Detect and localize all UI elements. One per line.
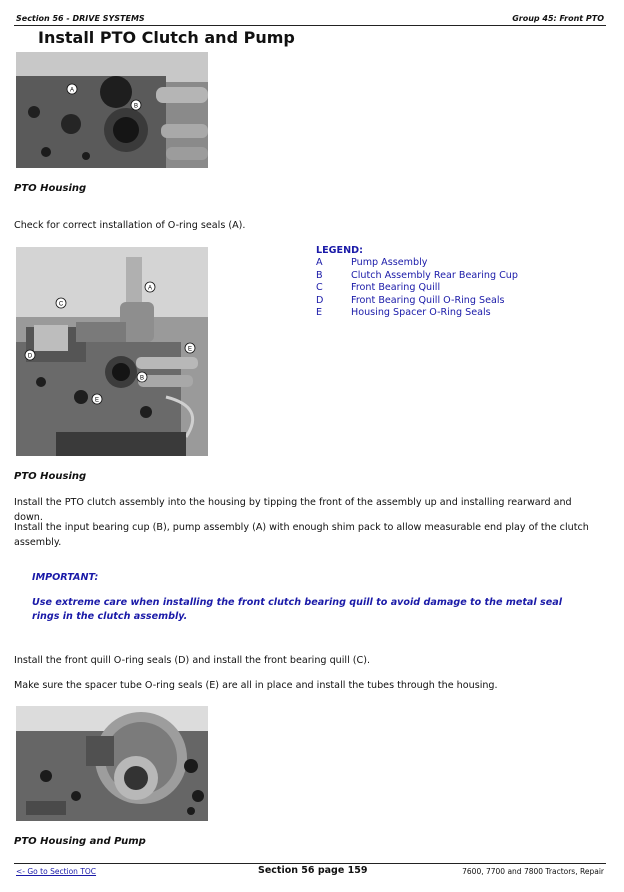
legend-item: D Front Bearing Quill O-Ring Seals <box>316 294 505 306</box>
footer-divider <box>14 863 606 864</box>
page-number: Section 56 page 159 <box>258 865 368 876</box>
legend <box>316 245 518 319</box>
header-divider <box>14 25 606 26</box>
page-title: Install PTO Clutch and Pump <box>38 28 295 47</box>
figure-1-callout-a: A <box>69 87 75 94</box>
section-toc-link[interactable]: <- Go to Section TOC <box>16 867 97 876</box>
header-group: Group 45: Front PTO <box>512 14 604 23</box>
legend-item: E Housing Spacer O-Ring Seals <box>316 307 491 319</box>
figure-2-callout-b: B <box>139 375 145 382</box>
figure-2-callout-a: A <box>147 285 153 292</box>
paragraph-install-bearing-cup: Install the input bearing cup (B), pump assembly (A) with enough shim pack to allow measurable end play of the clutch assembly. <box>14 522 589 548</box>
paragraph-oring-check: Check for correct installation of O-ring seals (A). <box>14 220 246 231</box>
figure-1-photo <box>16 52 208 168</box>
figure-1-caption: PTO Housing <box>14 183 87 194</box>
figure-2-caption: PTO Housing <box>14 471 87 482</box>
figure-1-callout-b: B <box>133 103 139 110</box>
figure-3-caption: PTO Housing and Pump <box>14 836 146 847</box>
figure-3-photo <box>16 706 208 821</box>
paragraph-install-quill: Install the front quill O-ring seals (D) and install the front bearing quill (C). <box>14 655 371 666</box>
legend-item: A Pump Assembly <box>316 257 428 269</box>
figure-2-photo <box>16 247 208 456</box>
legend-title: LEGEND: <box>316 245 363 256</box>
figure-2-callout-e-left: E <box>94 397 100 404</box>
manual-title: 7600, 7700 and 7800 Tractors, Repair <box>462 867 604 876</box>
paragraph-install-clutch: Install the PTO clutch assembly into the housing by tipping the front of the assembly up and installing rearward and down. <box>14 497 572 523</box>
important-heading: IMPORTANT: <box>32 572 99 583</box>
legend-item: C Front Bearing Quill <box>316 282 441 294</box>
important-text: Use extreme care when installing the front clutch bearing quill to avoid damage to the metal seal rings in the clutch assembly. <box>32 597 562 622</box>
figure-2-callout-d: D <box>27 353 33 360</box>
figure-2-callout-c: C <box>58 301 64 308</box>
figure-2-callout-e-right: E <box>187 346 193 353</box>
legend-item: B Clutch Assembly Rear Bearing Cup <box>316 269 518 281</box>
paragraph-spacer-tubes: Make sure the spacer tube O-ring seals (E) are all in place and install the tubes through the housing. <box>14 680 498 691</box>
header-section: Section 56 - DRIVE SYSTEMS <box>16 14 145 23</box>
